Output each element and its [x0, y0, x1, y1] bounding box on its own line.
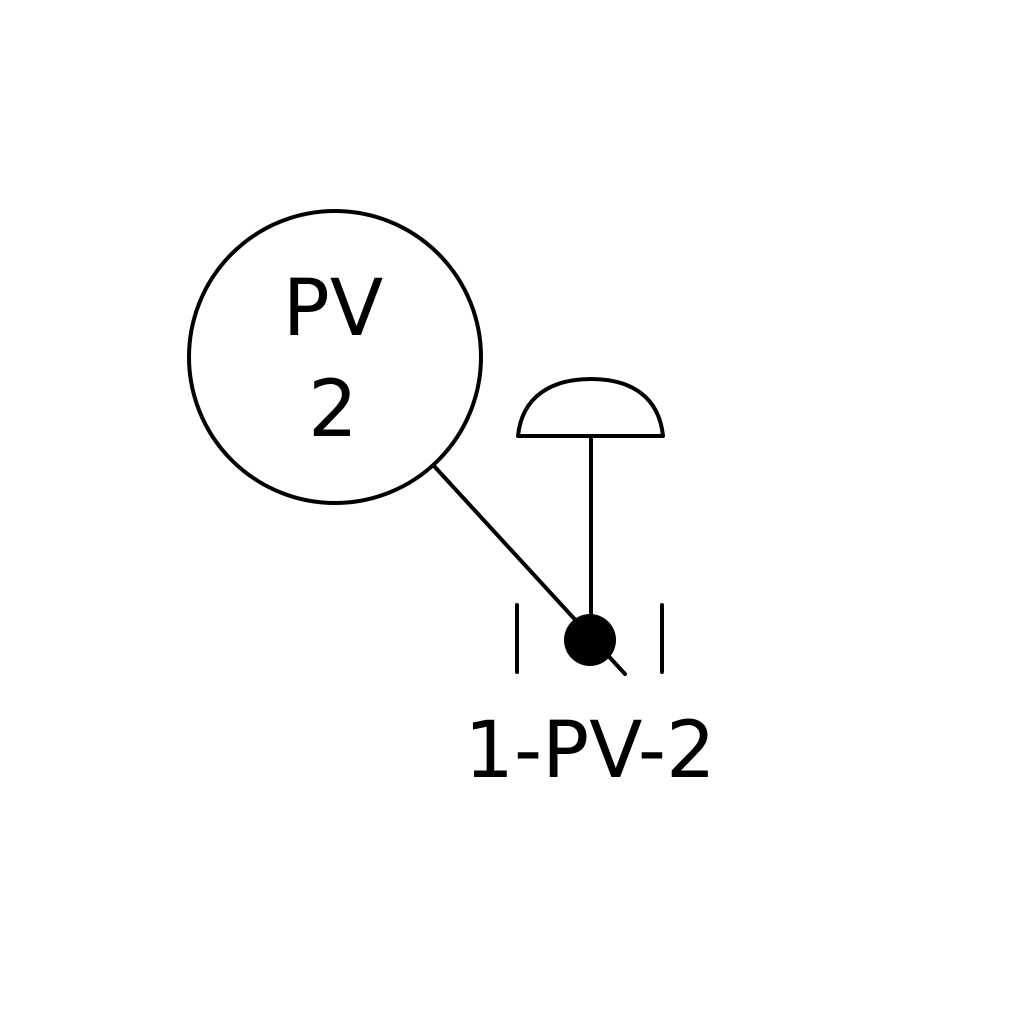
instrument-bubble	[189, 211, 481, 503]
diaphragm-actuator-icon	[518, 379, 663, 622]
instrument-bubble-circle	[189, 211, 481, 503]
instrument-tag-number: 2	[308, 365, 358, 455]
ball-valve-body-icon	[517, 605, 662, 672]
valve-ball	[564, 614, 616, 666]
instrument-tag-letters: PV	[282, 264, 384, 354]
actuator-dome	[518, 379, 663, 436]
valve-tag: 1-PV-2	[464, 706, 716, 796]
